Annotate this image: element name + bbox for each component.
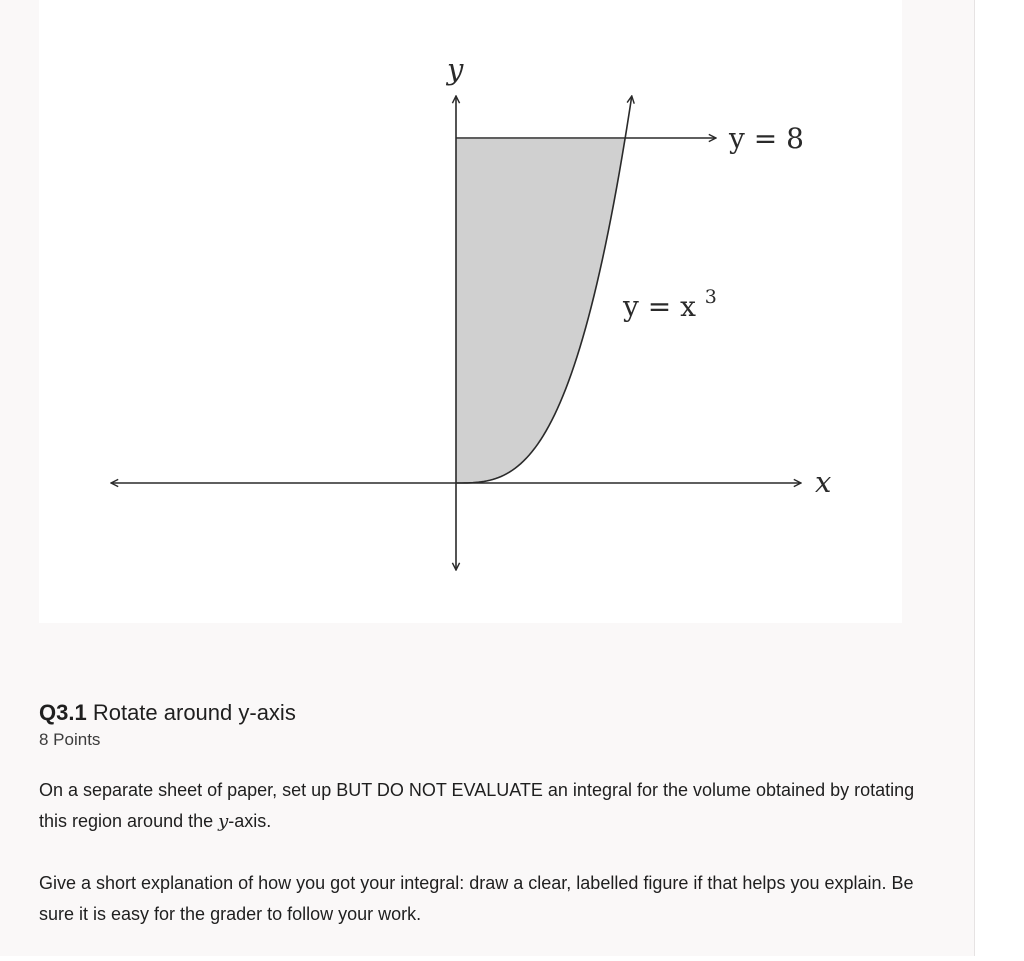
question-paragraph-1 — [39, 775, 939, 837]
p1-text-start: On a separate sheet of paper, set up BUT DO NOT EVALUATE an integral for the volume obtained by rotating this region around the — [39, 780, 915, 831]
question-paragraph-2: Give a short explanation of how you got your integral: draw a clear, labelled figure if that helps you explain. Be sure it is easy for the grader to follow your work. — [39, 873, 914, 924]
curve-label — [622, 286, 717, 323]
question-number: Q3.1 — [39, 700, 87, 725]
x-axis-label: x — [815, 465, 832, 499]
graph-figure — [39, 0, 902, 623]
question-body — [39, 775, 939, 930]
curve-label-base: y = x — [623, 290, 696, 323]
question-heading — [39, 700, 939, 726]
curve-label-exponent: 3 — [704, 286, 717, 308]
question-block — [39, 700, 939, 961]
line-label: y = 8 — [729, 122, 804, 155]
region-graph — [39, 0, 902, 623]
shaded-region — [456, 139, 625, 483]
question-points: 8 Points — [39, 730, 101, 749]
y-axis-label: y — [447, 52, 464, 86]
p1-text-end: -axis. — [228, 811, 272, 831]
p1-variable: y — [218, 811, 229, 832]
question-title: Rotate around y-axis — [92, 700, 296, 725]
